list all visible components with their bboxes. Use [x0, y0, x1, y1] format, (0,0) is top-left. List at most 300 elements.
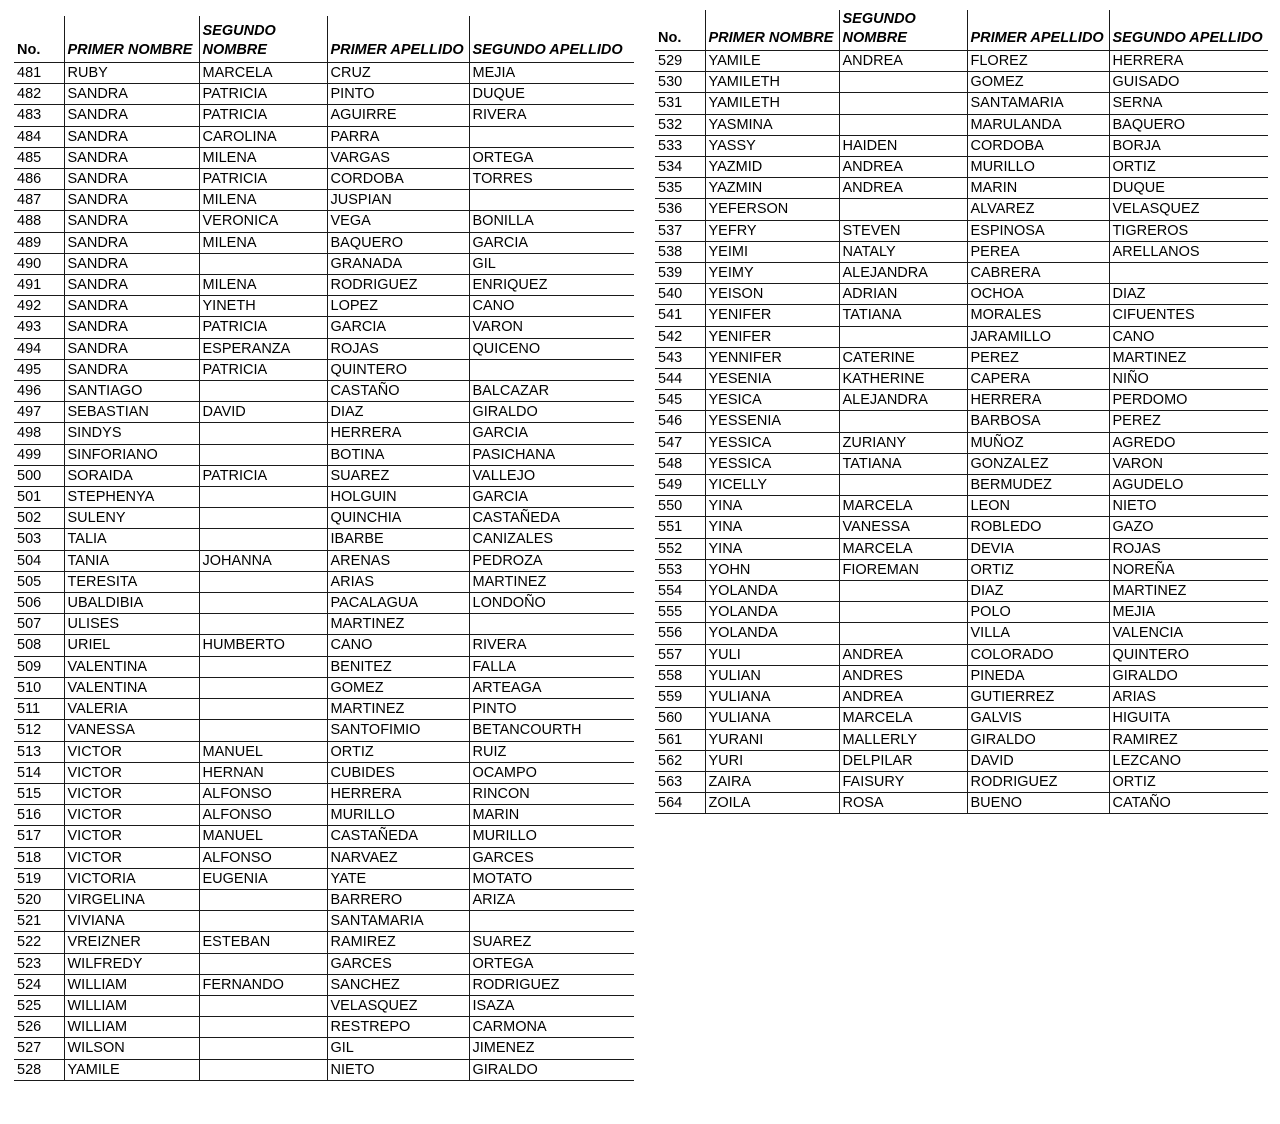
- cell-primer-nombre: YAMILE: [705, 51, 839, 72]
- cell-no: 493: [14, 317, 64, 338]
- cell-primer-nombre: YEFERSON: [705, 199, 839, 220]
- cell-no: 547: [655, 432, 705, 453]
- cell-segundo-nombre: MILENA: [199, 232, 327, 253]
- cell-segundo-nombre: PATRICIA: [199, 169, 327, 190]
- cell-no: 519: [14, 868, 64, 889]
- cell-no: 543: [655, 347, 705, 368]
- table-row: [655, 453, 1268, 474]
- cell-segundo-apellido: GAZO: [1109, 517, 1268, 538]
- table-row: [14, 359, 634, 380]
- cell-segundo-apellido: SUAREZ: [469, 932, 634, 953]
- cell-segundo-apellido: LEZCANO: [1109, 750, 1268, 771]
- cell-segundo-nombre: MILENA: [199, 190, 327, 211]
- cell-primer-apellido: VARGAS: [327, 147, 469, 168]
- cell-primer-apellido: DIAZ: [967, 581, 1109, 602]
- cell-primer-nombre: VICTOR: [64, 762, 199, 783]
- cell-no: 532: [655, 114, 705, 135]
- cell-no: 495: [14, 359, 64, 380]
- table-row: [655, 347, 1268, 368]
- header-segundo-apellido: SEGUNDO APELLIDO: [1109, 10, 1268, 51]
- cell-segundo-nombre: [199, 1017, 327, 1038]
- cell-segundo-nombre: FERNANDO: [199, 974, 327, 995]
- cell-primer-apellido: LOPEZ: [327, 296, 469, 317]
- cell-primer-nombre: VANESSA: [64, 720, 199, 741]
- cell-primer-apellido: NIETO: [327, 1059, 469, 1080]
- table-row: [655, 220, 1268, 241]
- cell-no: 559: [655, 687, 705, 708]
- cell-primer-apellido: AGUIRRE: [327, 105, 469, 126]
- table-row: [14, 826, 634, 847]
- cell-no: 564: [655, 793, 705, 814]
- cell-primer-nombre: WILLIAM: [64, 974, 199, 995]
- cell-primer-apellido: FLOREZ: [967, 51, 1109, 72]
- cell-primer-nombre: SEBASTIAN: [64, 402, 199, 423]
- cell-segundo-nombre: ALEJANDRA: [839, 263, 967, 284]
- cell-no: 516: [14, 805, 64, 826]
- cell-segundo-nombre: ANDREA: [839, 51, 967, 72]
- cell-segundo-apellido: BALCAZAR: [469, 381, 634, 402]
- cell-primer-apellido: SANCHEZ: [327, 974, 469, 995]
- cell-no: 522: [14, 932, 64, 953]
- cell-segundo-apellido: RINCON: [469, 783, 634, 804]
- cell-segundo-apellido: TIGREROS: [1109, 220, 1268, 241]
- table-row: [14, 1017, 634, 1038]
- cell-primer-nombre: TANIA: [64, 550, 199, 571]
- cell-primer-apellido: HOLGUIN: [327, 487, 469, 508]
- cell-segundo-nombre: DELPILAR: [839, 750, 967, 771]
- header-primer-apellido: PRIMER APELLIDO: [327, 16, 469, 63]
- cell-no: 536: [655, 199, 705, 220]
- cell-segundo-nombre: MARCELA: [199, 63, 327, 84]
- cell-primer-nombre: WILFREDY: [64, 953, 199, 974]
- cell-segundo-nombre: ALEJANDRA: [839, 390, 967, 411]
- cell-segundo-nombre: PATRICIA: [199, 359, 327, 380]
- table-row: [14, 63, 634, 84]
- cell-primer-apellido: OCHOA: [967, 284, 1109, 305]
- cell-primer-apellido: PINEDA: [967, 665, 1109, 686]
- cell-primer-nombre: SORAIDA: [64, 465, 199, 486]
- cell-segundo-apellido: [469, 126, 634, 147]
- cell-segundo-apellido: BONILLA: [469, 211, 634, 232]
- cell-primer-nombre: VICTOR: [64, 805, 199, 826]
- cell-primer-apellido: HERRERA: [327, 783, 469, 804]
- cell-no: 548: [655, 453, 705, 474]
- cell-segundo-nombre: [199, 571, 327, 592]
- cell-segundo-nombre: MARCELA: [839, 708, 967, 729]
- cell-segundo-apellido: PASICHANA: [469, 444, 634, 465]
- table-row: [14, 84, 634, 105]
- table-row: [14, 508, 634, 529]
- cell-primer-nombre: YOLANDA: [705, 623, 839, 644]
- cell-primer-nombre: SANDRA: [64, 147, 199, 168]
- cell-no: 551: [655, 517, 705, 538]
- cell-primer-nombre: SANDRA: [64, 338, 199, 359]
- cell-no: 486: [14, 169, 64, 190]
- cell-primer-nombre: YULIANA: [705, 687, 839, 708]
- cell-no: 491: [14, 275, 64, 296]
- cell-no: 546: [655, 411, 705, 432]
- cell-segundo-nombre: ESTEBAN: [199, 932, 327, 953]
- cell-primer-apellido: MURILLO: [967, 157, 1109, 178]
- cell-segundo-apellido: ORTEGA: [469, 953, 634, 974]
- cell-segundo-apellido: [1109, 263, 1268, 284]
- cell-primer-apellido: NARVAEZ: [327, 847, 469, 868]
- cell-primer-nombre: YEFRY: [705, 220, 839, 241]
- header-segundo-apellido: SEGUNDO APELLIDO: [469, 16, 634, 63]
- cell-primer-nombre: ZAIRA: [705, 771, 839, 792]
- cell-primer-apellido: POLO: [967, 602, 1109, 623]
- cell-primer-nombre: YESICA: [705, 390, 839, 411]
- cell-no: 530: [655, 72, 705, 93]
- cell-segundo-apellido: BETANCOURTH: [469, 720, 634, 741]
- cell-primer-apellido: GIL: [327, 1038, 469, 1059]
- cell-primer-apellido: GALVIS: [967, 708, 1109, 729]
- table-row: [14, 762, 634, 783]
- cell-no: 492: [14, 296, 64, 317]
- cell-no: 489: [14, 232, 64, 253]
- cell-primer-nombre: SANDRA: [64, 275, 199, 296]
- cell-primer-apellido: BAQUERO: [327, 232, 469, 253]
- cell-segundo-nombre: MANUEL: [199, 741, 327, 762]
- cell-segundo-apellido: NIETO: [1109, 496, 1268, 517]
- table-row: [14, 381, 634, 402]
- cell-primer-apellido: RODRIGUEZ: [327, 275, 469, 296]
- cell-segundo-nombre: [839, 623, 967, 644]
- cell-primer-nombre: YICELLY: [705, 475, 839, 496]
- table-row: [655, 199, 1268, 220]
- cell-no: 527: [14, 1038, 64, 1059]
- cell-segundo-nombre: ANDREA: [839, 178, 967, 199]
- cell-primer-nombre: SINDYS: [64, 423, 199, 444]
- cell-segundo-nombre: PATRICIA: [199, 317, 327, 338]
- cell-no: 558: [655, 665, 705, 686]
- cell-segundo-nombre: FIOREMAN: [839, 559, 967, 580]
- cell-segundo-nombre: [199, 889, 327, 910]
- cell-primer-apellido: MORALES: [967, 305, 1109, 326]
- cell-segundo-nombre: PATRICIA: [199, 465, 327, 486]
- table-row: [14, 868, 634, 889]
- cell-segundo-nombre: [839, 326, 967, 347]
- cell-primer-nombre: YESSENIA: [705, 411, 839, 432]
- table-body-right: [655, 51, 1268, 814]
- cell-segundo-nombre: EUGENIA: [199, 868, 327, 889]
- cell-primer-apellido: VEGA: [327, 211, 469, 232]
- cell-no: 540: [655, 284, 705, 305]
- cell-segundo-apellido: NOREÑA: [1109, 559, 1268, 580]
- table-row: [14, 1038, 634, 1059]
- cell-primer-nombre: VICTOR: [64, 783, 199, 804]
- table-row: [14, 953, 634, 974]
- cell-segundo-apellido: BAQUERO: [1109, 114, 1268, 135]
- cell-segundo-nombre: [199, 953, 327, 974]
- table-row: [14, 338, 634, 359]
- cell-primer-nombre: SANDRA: [64, 126, 199, 147]
- cell-primer-nombre: VIRGELINA: [64, 889, 199, 910]
- table-row: [655, 263, 1268, 284]
- cell-primer-nombre: URIEL: [64, 635, 199, 656]
- cell-primer-apellido: GOMEZ: [327, 677, 469, 698]
- cell-no: 563: [655, 771, 705, 792]
- cell-no: 535: [655, 178, 705, 199]
- cell-segundo-nombre: [199, 614, 327, 635]
- cell-segundo-apellido: GARCES: [469, 847, 634, 868]
- cell-segundo-nombre: ANDREA: [839, 687, 967, 708]
- table-row: [655, 793, 1268, 814]
- cell-no: 531: [655, 93, 705, 114]
- cell-primer-apellido: RESTREPO: [327, 1017, 469, 1038]
- cell-segundo-apellido: PEREZ: [1109, 411, 1268, 432]
- cell-segundo-apellido: GARCIA: [469, 423, 634, 444]
- cell-primer-nombre: SANDRA: [64, 317, 199, 338]
- cell-no: 513: [14, 741, 64, 762]
- cell-primer-apellido: YATE: [327, 868, 469, 889]
- cell-no: 515: [14, 783, 64, 804]
- cell-primer-apellido: BOTINA: [327, 444, 469, 465]
- cell-primer-nombre: YESSICA: [705, 453, 839, 474]
- table-row: [14, 529, 634, 550]
- cell-primer-apellido: CORDOBA: [327, 169, 469, 190]
- table-row: [14, 932, 634, 953]
- header-primer-nombre: PRIMER NOMBRE: [705, 10, 839, 51]
- cell-primer-nombre: SANDRA: [64, 105, 199, 126]
- cell-primer-apellido: GONZALEZ: [967, 453, 1109, 474]
- cell-segundo-nombre: VERONICA: [199, 211, 327, 232]
- table-row: [14, 232, 634, 253]
- cell-primer-nombre: YASSY: [705, 135, 839, 156]
- cell-no: 542: [655, 326, 705, 347]
- cell-primer-nombre: UBALDIBIA: [64, 593, 199, 614]
- table-row: [14, 593, 634, 614]
- cell-primer-nombre: YURANI: [705, 729, 839, 750]
- cell-segundo-nombre: [199, 423, 327, 444]
- table-row: [14, 487, 634, 508]
- cell-primer-apellido: ARIAS: [327, 571, 469, 592]
- cell-primer-apellido: COLORADO: [967, 644, 1109, 665]
- cell-segundo-apellido: GIRALDO: [469, 402, 634, 423]
- cell-primer-apellido: MURILLO: [327, 805, 469, 826]
- table-row: [655, 496, 1268, 517]
- table-row: [655, 157, 1268, 178]
- table-row: [14, 847, 634, 868]
- cell-no: 482: [14, 84, 64, 105]
- cell-primer-nombre: YESENIA: [705, 369, 839, 390]
- cell-primer-nombre: YOLANDA: [705, 602, 839, 623]
- cell-primer-nombre: SANDRA: [64, 359, 199, 380]
- cell-segundo-apellido: MARTINEZ: [469, 571, 634, 592]
- cell-primer-nombre: YAMILE: [64, 1059, 199, 1080]
- cell-primer-apellido: GARCES: [327, 953, 469, 974]
- table-row: [14, 656, 634, 677]
- cell-primer-apellido: GOMEZ: [967, 72, 1109, 93]
- table-row: [14, 635, 634, 656]
- cell-segundo-nombre: MANUEL: [199, 826, 327, 847]
- cell-primer-nombre: VICTOR: [64, 847, 199, 868]
- cell-segundo-apellido: GIRALDO: [1109, 665, 1268, 686]
- table-row: [14, 169, 634, 190]
- cell-primer-nombre: WILLIAM: [64, 995, 199, 1016]
- cell-no: 518: [14, 847, 64, 868]
- cell-segundo-apellido: DUQUE: [1109, 178, 1268, 199]
- cell-segundo-nombre: VANESSA: [839, 517, 967, 538]
- cell-segundo-apellido: ISAZA: [469, 995, 634, 1016]
- cell-segundo-apellido: [469, 359, 634, 380]
- cell-primer-nombre: VALENTINA: [64, 656, 199, 677]
- cell-no: 504: [14, 550, 64, 571]
- cell-primer-nombre: SANTIAGO: [64, 381, 199, 402]
- cell-segundo-apellido: [469, 911, 634, 932]
- cell-segundo-nombre: ESPERANZA: [199, 338, 327, 359]
- cell-segundo-apellido: VALENCIA: [1109, 623, 1268, 644]
- header-row: [655, 10, 1268, 51]
- cell-segundo-apellido: GARCIA: [469, 232, 634, 253]
- cell-primer-apellido: JUSPIAN: [327, 190, 469, 211]
- table-row: [14, 614, 634, 635]
- cell-segundo-apellido: GIRALDO: [469, 1059, 634, 1080]
- cell-segundo-apellido: ENRIQUEZ: [469, 275, 634, 296]
- cell-primer-nombre: YENIFER: [705, 305, 839, 326]
- cell-no: 509: [14, 656, 64, 677]
- table-row: [655, 93, 1268, 114]
- cell-no: 537: [655, 220, 705, 241]
- cell-primer-nombre: SANDRA: [64, 296, 199, 317]
- cell-segundo-apellido: HIGUITA: [1109, 708, 1268, 729]
- cell-no: 560: [655, 708, 705, 729]
- cell-segundo-nombre: [839, 93, 967, 114]
- table-row: [14, 253, 634, 274]
- cell-primer-apellido: LEON: [967, 496, 1109, 517]
- cell-segundo-apellido: VALLEJO: [469, 465, 634, 486]
- cell-segundo-apellido: DUQUE: [469, 84, 634, 105]
- cell-segundo-nombre: [199, 593, 327, 614]
- table-row: [655, 305, 1268, 326]
- names-table-left: [14, 16, 634, 1081]
- cell-no: 556: [655, 623, 705, 644]
- table-row: [655, 581, 1268, 602]
- cell-primer-apellido: ALVAREZ: [967, 199, 1109, 220]
- table-row: [655, 390, 1268, 411]
- cell-primer-apellido: RAMIREZ: [327, 932, 469, 953]
- cell-primer-apellido: MARTINEZ: [327, 614, 469, 635]
- cell-primer-apellido: BARBOSA: [967, 411, 1109, 432]
- cell-segundo-apellido: RIVERA: [469, 635, 634, 656]
- cell-primer-nombre: SANDRA: [64, 253, 199, 274]
- cell-primer-apellido: CAPERA: [967, 369, 1109, 390]
- cell-segundo-nombre: MARCELA: [839, 496, 967, 517]
- cell-primer-apellido: ARENAS: [327, 550, 469, 571]
- cell-no: 506: [14, 593, 64, 614]
- cell-primer-apellido: MUÑOZ: [967, 432, 1109, 453]
- cell-no: 494: [14, 338, 64, 359]
- cell-segundo-nombre: JOHANNA: [199, 550, 327, 571]
- cell-no: 525: [14, 995, 64, 1016]
- cell-segundo-apellido: CIFUENTES: [1109, 305, 1268, 326]
- cell-segundo-apellido: OCAMPO: [469, 762, 634, 783]
- cell-no: 523: [14, 953, 64, 974]
- cell-primer-nombre: YINA: [705, 496, 839, 517]
- table-row: [14, 126, 634, 147]
- cell-primer-nombre: VICTOR: [64, 741, 199, 762]
- cell-no: 487: [14, 190, 64, 211]
- table-row: [655, 750, 1268, 771]
- cell-primer-apellido: SANTOFIMIO: [327, 720, 469, 741]
- cell-segundo-apellido: LONDOÑO: [469, 593, 634, 614]
- cell-segundo-nombre: ADRIAN: [839, 284, 967, 305]
- cell-segundo-nombre: [839, 411, 967, 432]
- cell-primer-nombre: STEPHENYA: [64, 487, 199, 508]
- header-segundo-nombre: SEGUNDO NOMBRE: [839, 10, 967, 51]
- table-body-left: [14, 63, 634, 1081]
- cell-segundo-apellido: CANIZALES: [469, 529, 634, 550]
- table-row: [655, 326, 1268, 347]
- cell-segundo-nombre: MARCELA: [839, 538, 967, 559]
- cell-primer-apellido: DIAZ: [327, 402, 469, 423]
- cell-no: 555: [655, 602, 705, 623]
- cell-segundo-nombre: [199, 508, 327, 529]
- cell-primer-apellido: PEREZ: [967, 347, 1109, 368]
- table-row: [14, 1059, 634, 1080]
- cell-no: 517: [14, 826, 64, 847]
- table-row: [14, 465, 634, 486]
- cell-segundo-nombre: ROSA: [839, 793, 967, 814]
- cell-no: 511: [14, 699, 64, 720]
- cell-primer-apellido: CABRERA: [967, 263, 1109, 284]
- cell-segundo-apellido: QUICENO: [469, 338, 634, 359]
- cell-primer-apellido: MARULANDA: [967, 114, 1109, 135]
- cell-primer-apellido: CANO: [327, 635, 469, 656]
- cell-segundo-apellido: MARIN: [469, 805, 634, 826]
- cell-segundo-apellido: PERDOMO: [1109, 390, 1268, 411]
- left-sheet: [14, 0, 634, 1081]
- cell-segundo-nombre: PATRICIA: [199, 84, 327, 105]
- cell-primer-nombre: YOLANDA: [705, 581, 839, 602]
- cell-primer-apellido: PEREA: [967, 241, 1109, 262]
- cell-primer-nombre: YEIMY: [705, 263, 839, 284]
- cell-segundo-apellido: FALLA: [469, 656, 634, 677]
- cell-segundo-nombre: PATRICIA: [199, 105, 327, 126]
- cell-no: 534: [655, 157, 705, 178]
- cell-primer-nombre: YULI: [705, 644, 839, 665]
- cell-no: 539: [655, 263, 705, 284]
- cell-primer-apellido: JARAMILLO: [967, 326, 1109, 347]
- cell-segundo-apellido: DIAZ: [1109, 284, 1268, 305]
- cell-segundo-apellido: SERNA: [1109, 93, 1268, 114]
- cell-primer-apellido: RODRIGUEZ: [967, 771, 1109, 792]
- cell-segundo-nombre: ALFONSO: [199, 783, 327, 804]
- cell-segundo-nombre: [199, 911, 327, 932]
- cell-segundo-apellido: AGUDELO: [1109, 475, 1268, 496]
- cell-primer-apellido: HERRERA: [327, 423, 469, 444]
- cell-primer-apellido: ROBLEDO: [967, 517, 1109, 538]
- cell-primer-nombre: SANDRA: [64, 169, 199, 190]
- cell-primer-nombre: ZOILA: [705, 793, 839, 814]
- cell-segundo-apellido: [469, 614, 634, 635]
- cell-no: 503: [14, 529, 64, 550]
- cell-segundo-nombre: [199, 1038, 327, 1059]
- cell-segundo-apellido: TORRES: [469, 169, 634, 190]
- cell-segundo-apellido: ARTEAGA: [469, 677, 634, 698]
- cell-primer-apellido: ORTIZ: [967, 559, 1109, 580]
- cell-segundo-nombre: CAROLINA: [199, 126, 327, 147]
- cell-segundo-apellido: RAMIREZ: [1109, 729, 1268, 750]
- table-row: [655, 665, 1268, 686]
- table-row: [655, 178, 1268, 199]
- table-row: [14, 783, 634, 804]
- cell-primer-apellido: DEVIA: [967, 538, 1109, 559]
- cell-segundo-nombre: [839, 199, 967, 220]
- cell-primer-apellido: DAVID: [967, 750, 1109, 771]
- cell-no: 488: [14, 211, 64, 232]
- cell-segundo-apellido: MARTINEZ: [1109, 347, 1268, 368]
